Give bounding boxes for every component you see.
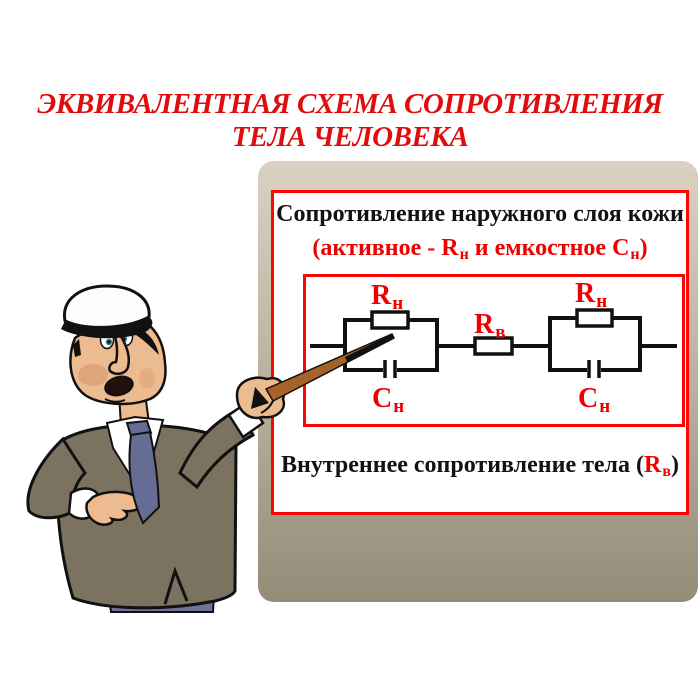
label-c-skin-right: [578, 384, 610, 417]
footer-r-subscript: в: [662, 463, 671, 480]
resistor-skin-right: [577, 310, 612, 326]
left-pupil: [107, 340, 110, 343]
label-r-body: [474, 310, 506, 343]
subheading-r-subscript: н: [459, 246, 469, 263]
label-r-skin-right-sub: н: [596, 291, 608, 312]
subheading-c-subscript: н: [630, 246, 640, 263]
pointer-stick-icon: [250, 325, 410, 425]
label-r-skin-left: [371, 281, 403, 314]
label-r-body-main: R: [474, 309, 495, 340]
label-r-skin-right: [575, 279, 607, 312]
skin-resistance-subheading: [271, 232, 689, 267]
label-r-body-sub: в: [495, 322, 506, 343]
subheading-c-symbol: С: [612, 235, 630, 261]
label-c-skin-right-sub: н: [599, 396, 611, 417]
page-title-line2: ТЕЛА ЧЕЛОВЕКА: [231, 121, 469, 153]
label-c-skin-left-sub: н: [393, 396, 405, 417]
pointer-tip: [345, 334, 394, 362]
skin-resistance-heading: Сопротивление наружного слоя кожи: [276, 201, 684, 227]
footer-suffix: ): [670, 452, 679, 478]
subheading-middle: и емкостное: [468, 235, 613, 261]
label-r-skin-left-sub: н: [392, 293, 404, 314]
page-title: [0, 88, 700, 154]
footer-prefix: Внутреннее сопротивление тела (: [281, 452, 644, 478]
label-r-skin-right-main: R: [575, 278, 596, 309]
body-resistance-footer: [271, 449, 689, 484]
label-r-skin-left-main: R: [371, 280, 392, 311]
presenter-hat: [64, 286, 149, 327]
subheading-prefix: (активное -: [312, 235, 442, 261]
label-c-skin-right-main: C: [578, 383, 599, 414]
subheading-r-symbol: R: [441, 235, 459, 261]
cheek-blush-left: [78, 364, 108, 386]
subheading-suffix: ): [639, 235, 648, 261]
label-c-skin-left-main: C: [372, 383, 393, 414]
page-title-line1: ЭКВИВАЛЕНТНАЯ СХЕМА СОПРОТИВЛЕНИЯ: [37, 88, 663, 120]
footer-r-symbol: R: [644, 452, 662, 478]
cheek-blush-right: [139, 368, 155, 388]
